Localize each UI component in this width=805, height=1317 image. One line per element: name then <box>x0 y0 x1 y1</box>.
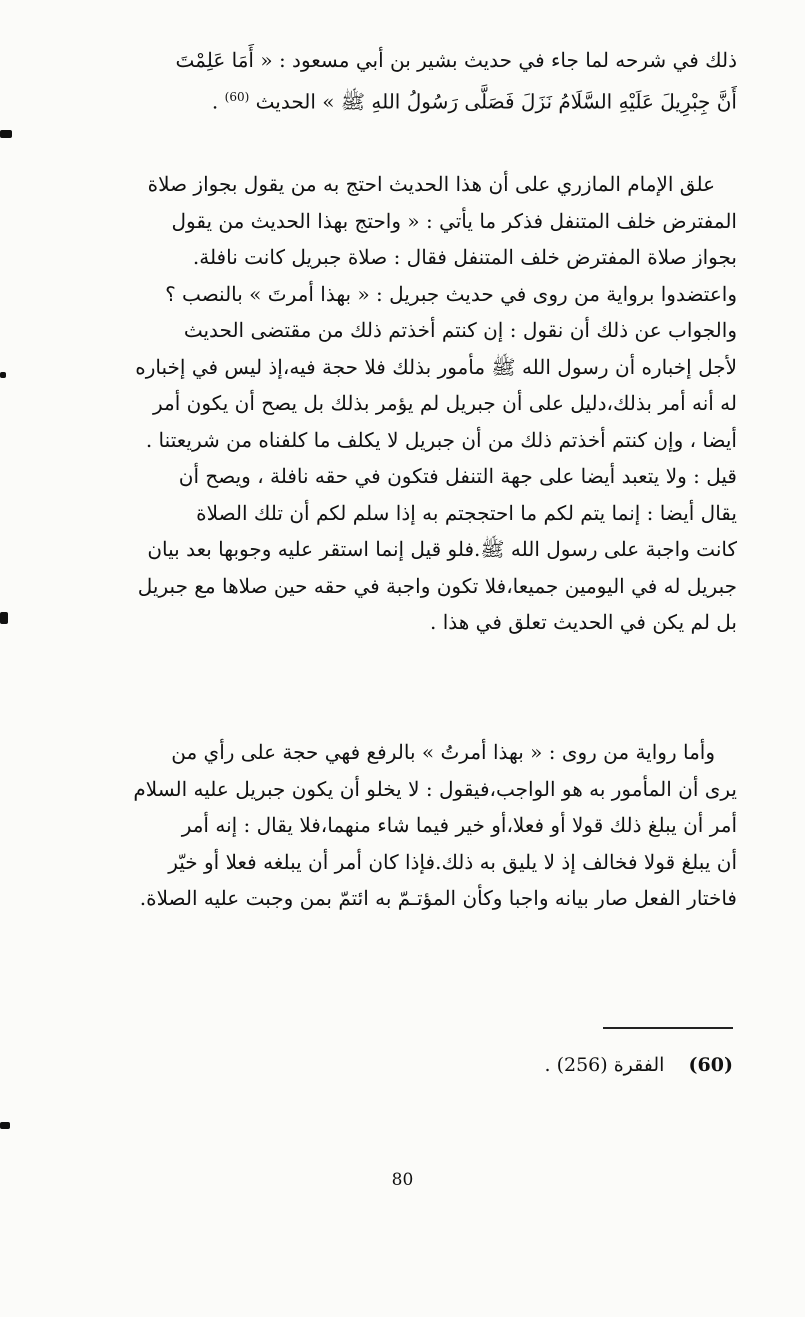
text-line: لأجل إخباره أن رسول الله ﷺ مأمور بذلك فلا حجة فيه،إذ ليس في إخباره <box>135 354 737 379</box>
text-line: أن يبلغ قولا فخالف إذ لا يليق به ذلك.فإذا كان أمر أن يبلغه فعلا أو خيّر <box>168 849 737 874</box>
scan-mark <box>0 1122 10 1129</box>
text-line: يقال أيضا : إنما يتم لكم ما احتججتم به إذا سلم لكم أن تلك الصلاة <box>196 500 737 525</box>
text-line: علق الإمام المازري على أن هذا الحديث احتج به من يقول بجواز صلاة <box>147 172 715 196</box>
text-line: المفترض خلف المتنفل فذكر ما يأتي : « واحتج بهذا الحديث من يقول <box>171 208 737 233</box>
page-number: 80 <box>391 1170 414 1190</box>
footnote-text: الفقرة (256) . <box>544 1054 665 1076</box>
text-line: له أنه أمر بذلك،دليل على أن جبريل لم يؤمر بذلك بل يصح أن يكون أمر <box>152 391 737 415</box>
scan-mark <box>0 372 6 378</box>
footnote <box>545 1054 734 1076</box>
footnote-separator <box>603 1027 733 1029</box>
text-line-content: أَنَّ جِبْرِيلَ عَلَيْهِ السَّلَامُ نَزَلَ فَصَلَّى رَسُولُ اللهِ ﷺ » الحديث <box>255 89 737 114</box>
paragraph-2 <box>62 166 737 641</box>
text-line: كانت واجبة على رسول الله ﷺ.فلو قيل إنما استقر عليه وجوبها بعد بيان <box>147 537 737 561</box>
text-line: جبريل له في اليومين جميعا،فلا تكون واجبة في حقه حين صلاها مع جبريل <box>137 573 737 598</box>
text-line: ذلك في شرحه لما جاء في حديث بشير بن أبي مسعود : « أَمَا عَلِمْتَ <box>175 48 737 72</box>
footnote-number: (60) <box>688 1054 733 1076</box>
scan-mark <box>0 612 8 624</box>
footnote-reference: (60) <box>224 89 250 104</box>
paragraph-3 <box>62 734 737 917</box>
text-line: وأما رواية من روى : « بهذا أمرتُ » بالرفع فهي حجة على رأي من <box>171 740 715 764</box>
text-line: والجواب عن ذلك أن نقول : إن كنتم أخذتم ذلك من مقتضى الحديث <box>183 318 737 342</box>
paragraph-1 <box>62 42 737 120</box>
text-line: واعتضدوا برواية من روى في حديث جبريل : « بهذا أمرتَ » بالنصب ؟ <box>165 281 737 306</box>
text-line: أمر أن يبلغ ذلك قولا أو فعلا،أو خير فيما شاء منهما،فلا يقال : إنه أمر <box>181 813 737 837</box>
line-ending: . <box>211 89 225 114</box>
text-line: بل لم يكن في الحديث تعلق في هذا . <box>429 610 737 634</box>
text-line: يرى أن المأمور به هو الواجب،فيقول : لا يخلو أن يكون جبريل عليه السلام <box>133 776 737 801</box>
text-line: قيل : ولا يتعبد أيضا على جهة التنفل فتكون في حقه نافلة ، ويصح أن <box>178 464 737 488</box>
text-line: بجواز صلاة المفترض خلف المتنفل فقال : صلاة جبريل كانت نافلة. <box>192 245 737 269</box>
text-line: أيضا ، وإن كنتم أخذتم ذلك من أن جبريل لا يكلف ما كلفناه من شريعتنا . <box>145 427 737 452</box>
scan-mark <box>0 130 12 138</box>
text-line: فاختار الفعل صار بيانه واجبا وكأن المؤتـمّ به ائتمّ بمن وجبت عليه الصلاة. <box>139 886 737 910</box>
text-line <box>62 79 737 120</box>
